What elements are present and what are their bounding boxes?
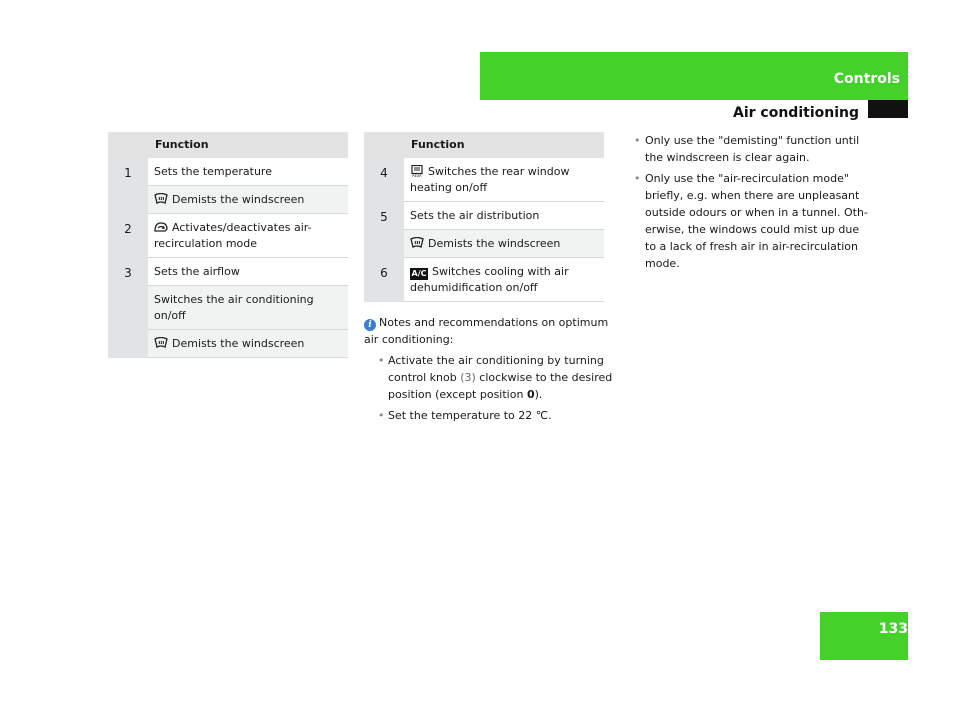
table-header-num — [108, 132, 148, 158]
list-item — [378, 407, 614, 424]
table-row — [108, 258, 348, 286]
function-cell — [148, 186, 348, 214]
note-text: clockwise to the desired position (except position — [388, 371, 613, 401]
table-row — [108, 214, 348, 258]
note-text: Only use the "air-recirculation mode" briefly, e.g. when there are unpleasant outside odours or when in a tunnel. Oth-erwise, the windows could mist up due to a lack of fresh air in air-recirculation mode. — [645, 172, 868, 270]
function-text: Sets the temperature — [154, 165, 272, 178]
table-row — [364, 158, 604, 202]
ac-icon: A/C — [411, 269, 427, 278]
function-text: Demists the windscreen — [428, 237, 561, 250]
notes-list — [364, 352, 614, 424]
table-row — [364, 258, 604, 302]
function-text: Sets the air distribution — [410, 209, 540, 222]
row-number — [108, 158, 148, 214]
function-cell — [404, 202, 604, 230]
note-bold: 0 — [526, 388, 535, 401]
rear-window-heater-icon — [410, 165, 424, 177]
note-text: ). — [534, 388, 543, 401]
table-row — [364, 202, 604, 230]
notes-intro — [364, 314, 614, 348]
row-number-label: 5 — [380, 209, 388, 224]
recirculation-icon — [154, 221, 168, 233]
list-item — [634, 170, 870, 272]
function-table-right — [364, 132, 604, 302]
windscreen-demist-icon — [410, 237, 424, 249]
function-text: Switches the rear window heating on/off — [410, 165, 570, 194]
function-text: Demists the windscreen — [172, 337, 305, 350]
page-number: 133 — [878, 621, 908, 637]
table-header-function: Function — [404, 132, 604, 158]
function-text: Demists the windscreen — [172, 193, 305, 206]
note-text: Activate the air conditioning by turning control knob — [388, 354, 604, 384]
note-text: Only use the "demisting" function until the windscreen is clear again. — [645, 134, 860, 164]
row-number — [364, 202, 404, 258]
function-cell — [148, 330, 348, 358]
function-text: Activates/deactivates air-recirculation mode — [154, 221, 312, 250]
row-number — [364, 158, 404, 202]
table-header-num — [364, 132, 404, 158]
control-ref-number: 3 — [464, 371, 472, 384]
row-number-label: 4 — [380, 166, 388, 180]
control-ref: (3) — [460, 371, 476, 384]
info-icon: i — [364, 319, 376, 331]
row-number — [108, 258, 148, 358]
row-number-label: 6 — [380, 265, 388, 280]
section-title: Controls — [833, 71, 900, 87]
note-text: Set the temperature to 22 ℃. — [388, 409, 552, 422]
function-text: Switches cooling with air dehumidification on/off — [410, 265, 569, 294]
right-list — [634, 132, 870, 272]
function-table-left — [108, 132, 348, 358]
table-header-function: Function — [148, 132, 348, 158]
function-text: Sets the airflow — [154, 265, 240, 278]
table-row — [108, 158, 348, 186]
row-number-label: 1 — [124, 166, 132, 180]
row-number-label: 2 — [124, 221, 132, 236]
notes-block — [364, 314, 614, 428]
header-marker — [868, 100, 908, 118]
function-cell — [404, 158, 604, 202]
function-cell — [404, 230, 604, 258]
right-column — [634, 132, 870, 276]
function-cell — [148, 214, 348, 258]
windscreen-demist-icon — [154, 337, 168, 349]
function-cell — [148, 258, 348, 286]
svg-text:REAR: REAR — [412, 173, 422, 177]
function-cell — [148, 286, 348, 330]
page-subtitle: Air conditioning — [733, 105, 859, 121]
notes-intro-text: Notes and recommendations on optimum air conditioning: — [364, 316, 609, 346]
function-cell — [404, 258, 604, 302]
function-text: Switches the air conditioning on/off — [154, 293, 314, 322]
list-item — [634, 132, 870, 166]
row-number-label: 3 — [124, 265, 132, 280]
function-cell — [148, 158, 348, 186]
list-item — [378, 352, 614, 403]
row-number — [364, 258, 404, 302]
row-number — [108, 214, 148, 258]
windscreen-demist-icon — [154, 193, 168, 205]
